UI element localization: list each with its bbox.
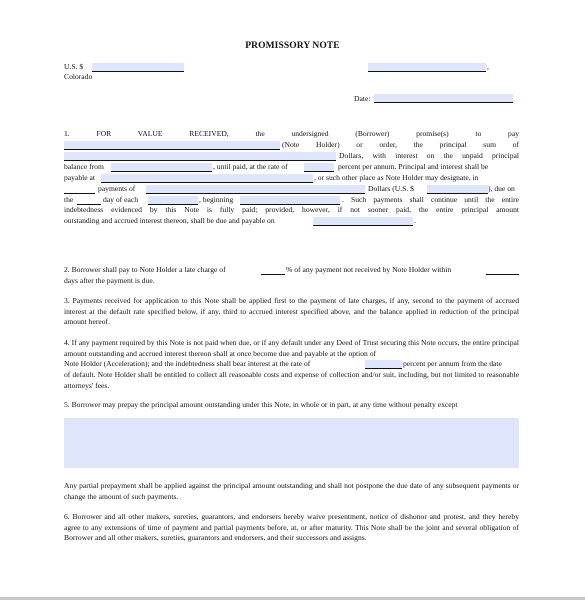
- default-rate-field[interactable]: [365, 360, 402, 369]
- payable-at-field[interactable]: [101, 174, 313, 183]
- date-field[interactable]: [374, 94, 513, 103]
- section1-line6c: ), due on: [488, 184, 515, 193]
- section1-line7b: day of each: [103, 195, 138, 204]
- section1-line4b: , until paid, at the rate of: [213, 162, 288, 171]
- section2-part1: 2. Borrower shall pay to Note Holder a late charge of: [64, 265, 226, 274]
- section4-rate-suffix: percent per annum from the date: [403, 359, 502, 368]
- payment-amount-field[interactable]: [146, 185, 365, 194]
- section2-part2: % of any payment not received by Note Holder within: [286, 265, 452, 274]
- section1-line6a: payments of: [98, 184, 136, 193]
- section1-line7d: . Such payments shall continue until the entire: [342, 195, 519, 204]
- section1-line8: indebtedness evidenced by this Note is fully paid; provided, however, if not sooner paid, the entire principal amount: [64, 205, 519, 214]
- section1-line4a: balance from: [64, 162, 104, 171]
- document-title: PROMISSORY NOTE: [245, 41, 340, 51]
- balance-from-field[interactable]: [111, 163, 212, 172]
- beginning-field[interactable]: [240, 196, 340, 205]
- section1-line1: 1. FOR VALUE RECEIVED, the undersigned (Borrower) promise(s) to pay: [64, 129, 519, 138]
- section4-line3-placeholder: Note Holder (Acceleration); and the indebtedness shall bear interest at the rate of: [64, 359, 311, 368]
- late-days-field[interactable]: [486, 266, 519, 275]
- period-field[interactable]: [148, 196, 198, 205]
- section1-line2: (Note Holder) or order, the principal sum of: [282, 140, 519, 149]
- section1-line4c: percent per annum. Principal and interest shall be: [338, 162, 489, 171]
- section4-text: 4. If any payment required by this Note is not paid when due, or if any default under any Deed of Trust securing this Note occurs, the entire principal amount outstanding and accrued interest thereon shall at once become due and payable at the option of: [64, 338, 519, 358]
- section3-text: 3. Payments received for application to this Note shall be applied first to the payment of late charges, if any, second to the payment of accrued interest at the default rate specified below, if any, third to accrued interest specified above, and the balance applied in reduction of the principal amount hereof.: [64, 296, 519, 327]
- section5-text: 5. Borrower may prepay the principal amount outstanding under this Note, in whole or in part, at any time without penalty except: [64, 400, 458, 409]
- place-field[interactable]: [368, 63, 486, 72]
- section5-after: Any partial prepayment shall be applied against the principal amount outstanding and shall not postpone the due date of any subsequent payments or change the amount of such payments.: [64, 481, 519, 501]
- principal-sum-field[interactable]: [64, 152, 336, 161]
- note-holder-field[interactable]: [64, 141, 280, 150]
- late-charge-field[interactable]: [261, 266, 285, 275]
- payment-count-field[interactable]: [64, 185, 95, 194]
- prepayment-exception-field[interactable]: [64, 418, 519, 468]
- section1-line9b: .: [414, 216, 416, 225]
- section6-text: 6. Borrower and all other makers, sureties, guarantors, and endorsers hereby waive presentment, notice of dishonor and protest, and they hereby agree to any extensions of time of payment and partial payments before, at, or after maturity. This Note shall be the joint and several obligation of Borrower and all other makers, sureties, guarantors and endorsers, and their successors and assigns.: [64, 512, 519, 543]
- place-comma: ,: [487, 62, 489, 71]
- interest-rate-field[interactable]: [304, 163, 334, 172]
- section1-line9a: outstanding and accrued interest thereon, shall be due and payable on: [64, 216, 275, 225]
- amount-field[interactable]: [92, 63, 184, 72]
- due-date-field[interactable]: [313, 217, 413, 226]
- section1-line7a: the: [64, 195, 74, 204]
- state-label: Colorado: [64, 72, 93, 81]
- section1-line5a: payable at: [64, 173, 95, 182]
- section4-continuation: of default. Note Holder shall be entitled to collect all reasonable costs and expense of collection and/or suit, including, but not limited to reasonable attorneys' fees.: [64, 370, 519, 390]
- section1-line7c: , beginning: [199, 195, 234, 204]
- payment-usd-field[interactable]: [427, 185, 488, 194]
- section2-part3: days after the payment is due.: [64, 276, 155, 285]
- section1-line6b: Dollars (U.S. $: [368, 184, 414, 193]
- section1-line5b: , or such other place as Note Holder may designate, in: [314, 173, 479, 182]
- amount-label: U.S. $: [64, 62, 84, 71]
- section1-line3: Dollars, with interest on the unpaid principal: [339, 151, 519, 160]
- day-field[interactable]: [77, 196, 101, 205]
- date-label: Date:: [354, 94, 371, 103]
- section4-text-b: [403, 359, 519, 370]
